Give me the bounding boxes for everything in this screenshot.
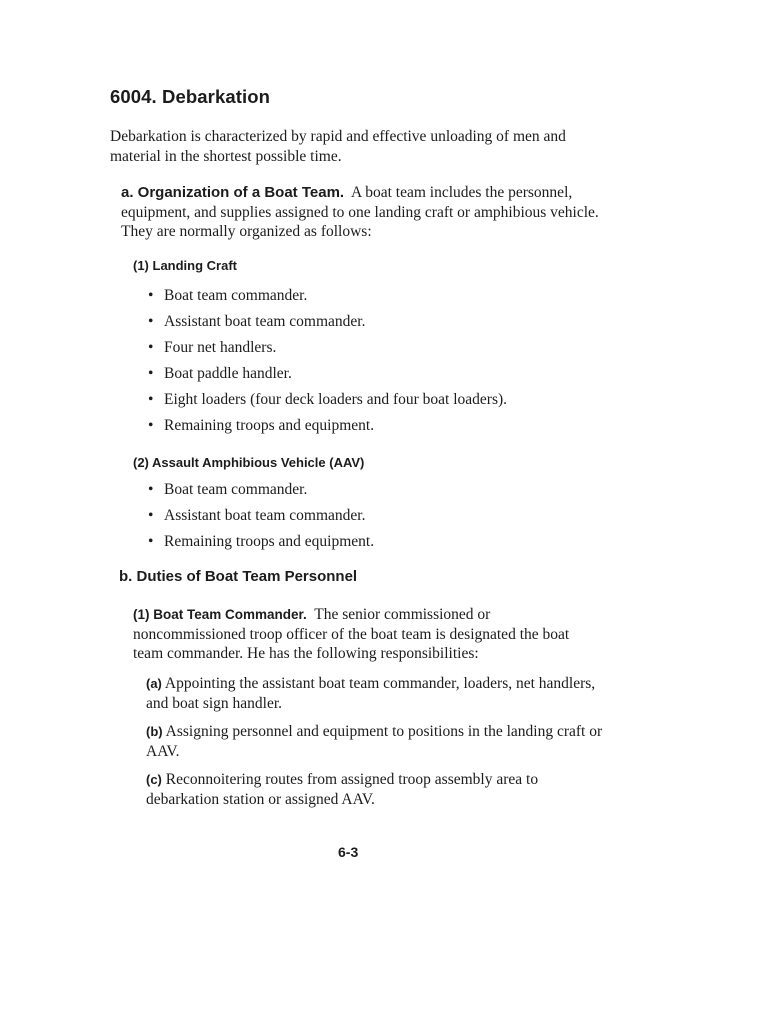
responsibility-c xyxy=(146,770,603,809)
bullet-icon: • xyxy=(148,313,154,330)
organization-paragraph xyxy=(121,183,613,242)
bullet-icon: • xyxy=(148,339,154,356)
aav-list xyxy=(148,477,374,555)
bullet-icon: • xyxy=(148,533,154,550)
landing-craft-list xyxy=(148,283,507,439)
page-number: 6-3 xyxy=(338,844,359,860)
bullet-icon: • xyxy=(148,417,154,434)
bullet-icon: • xyxy=(148,481,154,498)
list-item: • Assistant boat team commander. xyxy=(148,503,374,529)
organization-text: A boat team includes the personnel, equipment, and supplies assigned to one landing craft or amphibious vehicle. They are normally organized as follows: xyxy=(121,184,599,240)
list-item: • Remaining troops and equipment. xyxy=(148,413,507,439)
list-item: • Eight loaders (four deck loaders and four boat loaders). xyxy=(148,387,507,413)
section-title: 6004. Debarkation xyxy=(110,86,271,107)
responsibility-label: (b) xyxy=(146,724,163,739)
responsibility-a xyxy=(146,674,603,713)
responsibility-label: (a) xyxy=(146,676,162,691)
intro-paragraph: Debarkation is characterized by rapid and effective unloading of men and material in the shortest possible time. xyxy=(110,128,566,165)
list-item: • Assistant boat team commander. xyxy=(148,309,507,335)
list-item: • Boat team commander. xyxy=(148,477,374,503)
list-item: • Boat paddle handler. xyxy=(148,361,507,387)
list-item: • Boat team commander. xyxy=(148,283,507,309)
responsibility-text: Reconnoitering routes from assigned troop assembly area to debarkation station or assigned AAV. xyxy=(146,771,539,808)
commander-text: The senior commissioned or noncommissioned troop officer of the boat team is designated the boat team commander. He has the following responsibilities: xyxy=(133,606,570,662)
bullet-icon: • xyxy=(148,391,154,408)
commander-heading: (1) Boat Team Commander. xyxy=(133,607,307,622)
list-item: • Four net handlers. xyxy=(148,335,507,361)
responsibility-text: Appointing the assistant boat team commander, loaders, net handlers, and boat sign handler. xyxy=(146,675,596,712)
responsibility-label: (c) xyxy=(146,772,162,787)
list-item: • Remaining troops and equipment. xyxy=(148,529,374,555)
bullet-icon: • xyxy=(148,507,154,524)
duties-heading: b. Duties of Boat Team Personnel xyxy=(119,568,358,585)
responsibility-text: Assigning personnel and equipment to positions in the landing craft or AAV. xyxy=(146,723,603,760)
organization-heading: a. Organization of a Boat Team. xyxy=(121,184,345,201)
aav-heading: (2) Assault Amphibious Vehicle (AAV) xyxy=(133,455,365,470)
responsibility-b xyxy=(146,722,603,761)
bullet-icon: • xyxy=(148,287,154,304)
bullet-icon: • xyxy=(148,365,154,382)
landing-craft-heading: (1) Landing Craft xyxy=(133,258,237,273)
commander-paragraph xyxy=(133,605,603,664)
